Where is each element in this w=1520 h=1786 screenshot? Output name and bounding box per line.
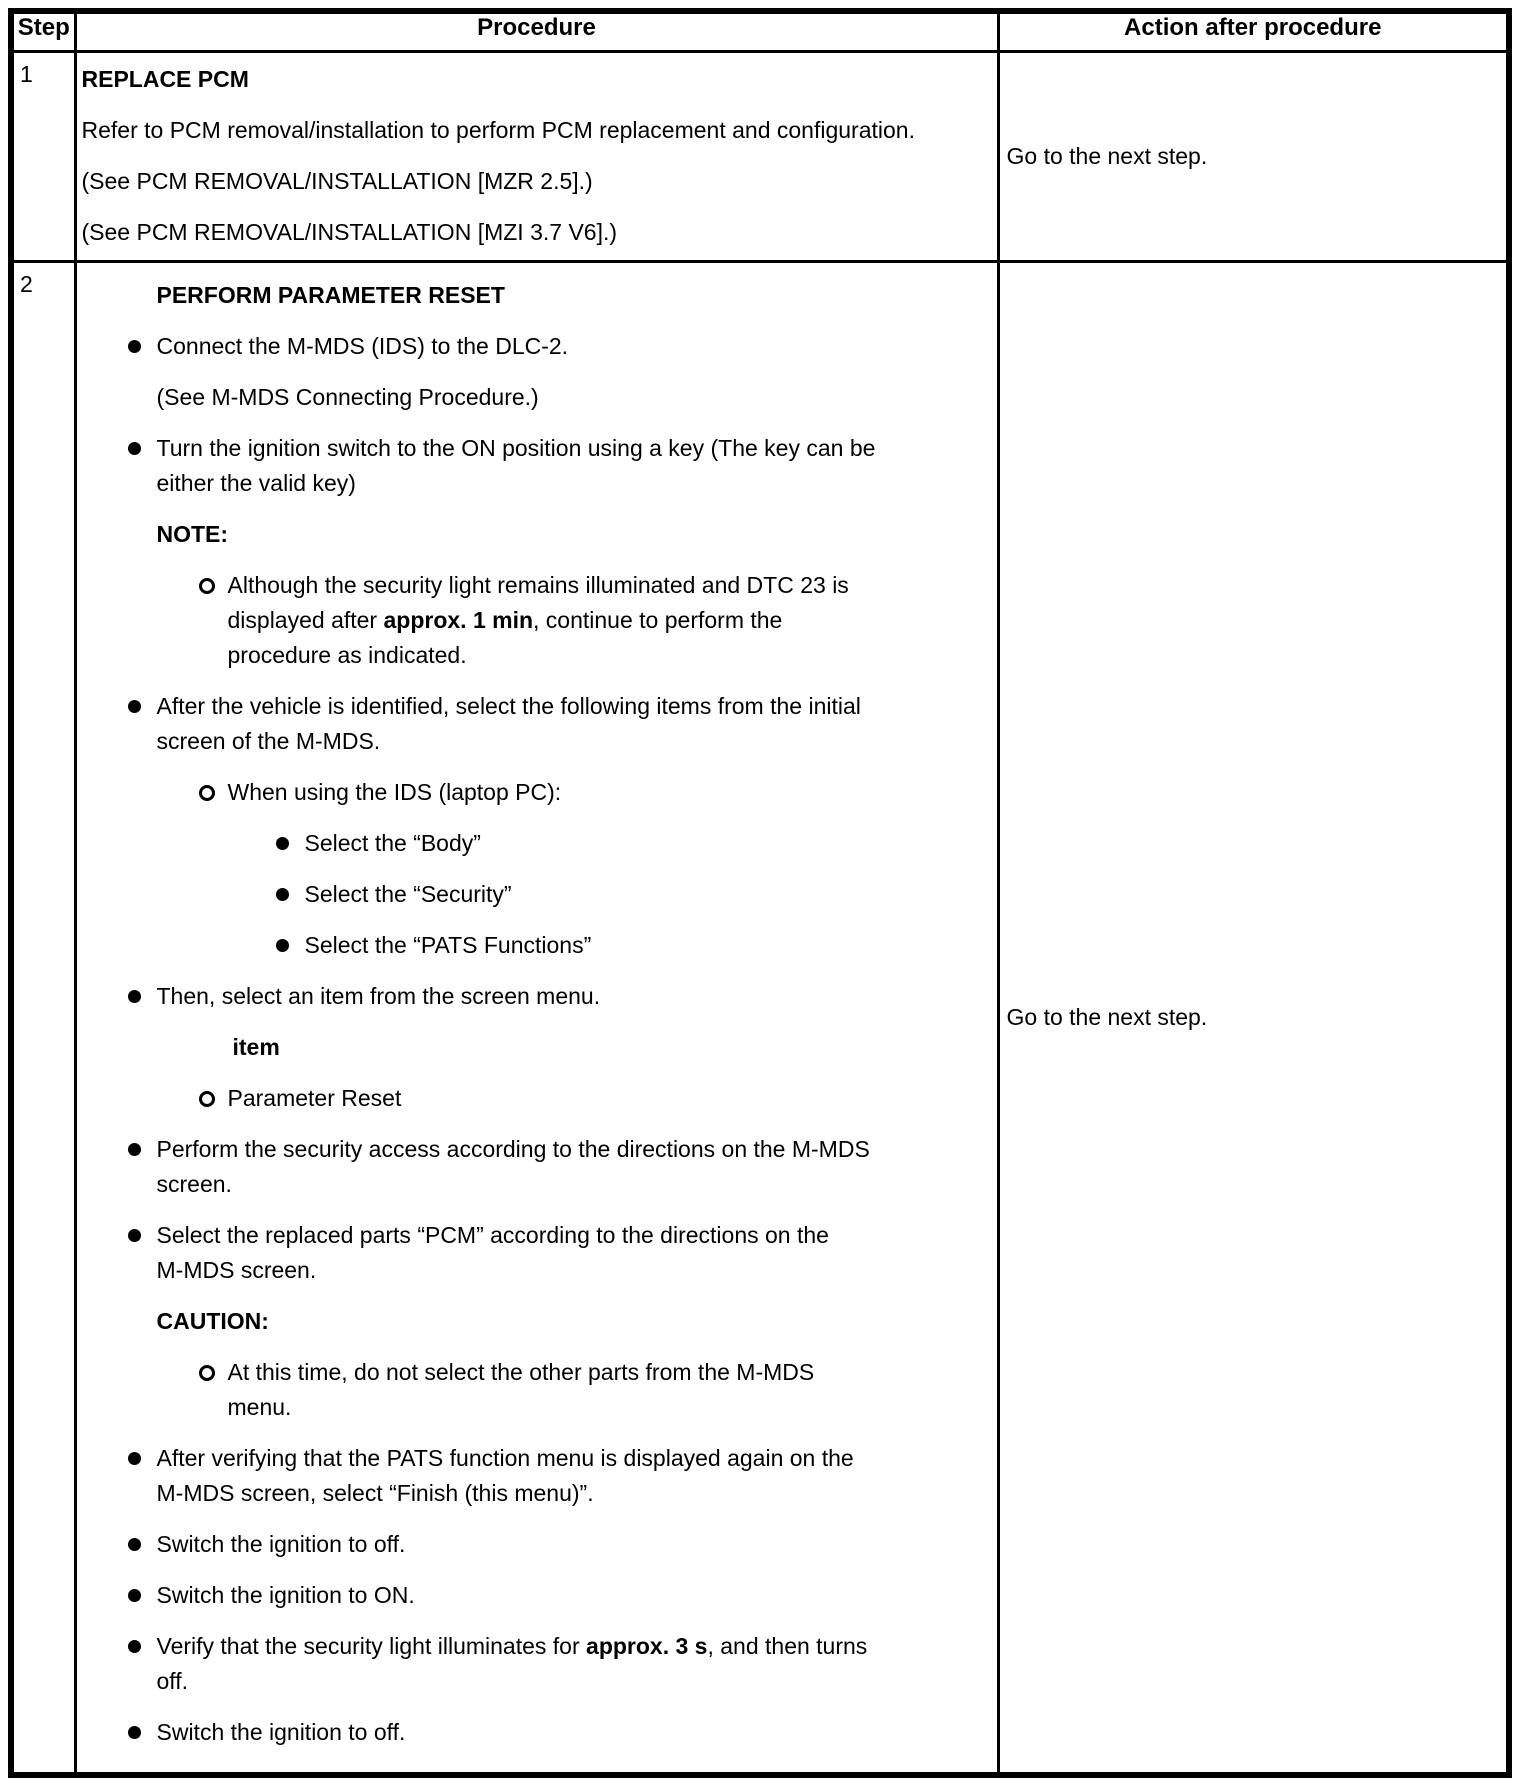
text-line: Select the replaced parts “PCM” according to the directions on the — [156, 1221, 829, 1248]
sub-sub-item — [276, 928, 977, 963]
bullet-icon — [128, 1715, 157, 1750]
bullet-item — [128, 1132, 977, 1202]
procedure-content — [77, 263, 977, 1773]
sub-item — [199, 1081, 977, 1116]
step-number: 1 — [11, 51, 75, 261]
text-line: Switch the ignition to off. — [156, 1530, 406, 1557]
block-text — [157, 1715, 406, 1750]
text-line: (See PCM REMOVAL/INSTALLATION [MZI 3.7 V6].) — [81, 218, 618, 245]
text-line: Then, select an item from the screen menu. — [156, 982, 601, 1009]
text-line: After the vehicle is identified, select the following items from the initial — [156, 692, 861, 719]
note-label — [157, 517, 977, 552]
block-text — [157, 380, 539, 415]
block-text — [305, 877, 512, 912]
text-line: Switch the ignition to ON. — [156, 1581, 415, 1608]
bullet-item — [128, 1218, 977, 1288]
bullet-icon — [128, 1578, 157, 1613]
block-text — [228, 1081, 402, 1116]
text-line: Refer to PCM removal/installation to perform PCM replacement and configuration. — [81, 116, 915, 143]
action-cell — [998, 261, 1509, 1775]
text-line: When using the IDS (laptop PC): — [227, 778, 562, 805]
block-text — [157, 1441, 854, 1511]
procedure-table — [8, 8, 1512, 1778]
bullet-icon — [276, 928, 305, 963]
bullet-icon — [128, 329, 157, 364]
bullet-item — [128, 979, 977, 1014]
text-line: M-MDS screen. — [156, 1256, 317, 1283]
caution-label — [157, 1304, 977, 1339]
block-text — [305, 826, 481, 861]
bullet-icon — [128, 1527, 157, 1562]
column-header-action: Action after procedure — [998, 11, 1509, 51]
text-line: NOTE: — [156, 520, 229, 547]
text-line: Switch the ignition to off. — [156, 1718, 406, 1745]
block-text — [228, 1355, 815, 1425]
bullet-item — [128, 1629, 977, 1699]
bullet-icon — [128, 979, 157, 1014]
bullet-icon — [276, 877, 305, 912]
text-line: procedure as indicated. — [227, 641, 467, 668]
block-text — [82, 164, 593, 199]
text-line: (See M-MDS Connecting Procedure.) — [156, 383, 539, 410]
bullet-icon — [128, 689, 157, 759]
bullet-item — [128, 329, 977, 364]
bullet-icon — [128, 1218, 157, 1288]
bullet-item — [128, 431, 977, 501]
procedure-cell — [75, 261, 998, 1775]
bullet-item — [128, 1527, 977, 1562]
block-text — [82, 62, 249, 97]
text-line: Parameter Reset — [227, 1084, 402, 1111]
item-label — [233, 1030, 977, 1065]
circle-icon — [199, 1081, 228, 1116]
see-reference — [157, 380, 977, 415]
text-line: Verify that the security light illuminates for approx. 3 s, and then turns — [156, 1632, 868, 1659]
bullet-icon — [276, 826, 305, 861]
text-line: Select the “Security” — [304, 880, 512, 907]
text-line: Although the security light remains illuminated and DTC 23 is — [227, 571, 849, 598]
bullet-item — [128, 1578, 977, 1613]
bullet-item — [128, 689, 977, 759]
block-text — [157, 689, 861, 759]
text-line: REPLACE PCM — [81, 65, 249, 92]
block-text — [157, 1578, 415, 1613]
sub-sub-item — [276, 826, 977, 861]
block-text — [157, 278, 505, 313]
column-header-step: Step — [11, 11, 75, 51]
bullet-icon — [128, 1629, 157, 1699]
procedure-cell — [75, 51, 998, 261]
text-line: Turn the ignition switch to the ON position using a key (The key can be — [156, 434, 876, 461]
text-line: M-MDS screen, select “Finish (this menu)”. — [156, 1479, 594, 1506]
block-text — [157, 1132, 870, 1202]
procedure-paragraph — [82, 113, 977, 148]
bullet-item — [128, 1715, 977, 1750]
text-line: either the valid key) — [156, 469, 356, 496]
text-line: Connect the M-MDS (IDS) to the DLC-2. — [156, 332, 569, 359]
header-row — [11, 11, 1509, 51]
block-text — [157, 431, 876, 501]
block-text — [157, 1218, 829, 1288]
sub-item — [199, 775, 977, 810]
procedure-title — [82, 62, 977, 97]
block-text — [157, 1527, 406, 1562]
text-line: displayed after approx. 1 min, continue to perform the — [227, 606, 783, 633]
action-text: Go to the next step. — [1006, 1003, 1208, 1030]
block-text — [157, 517, 229, 552]
text-line: menu. — [227, 1393, 292, 1420]
text-line: CAUTION: — [156, 1307, 269, 1334]
procedure-title — [157, 278, 977, 313]
circle-icon — [199, 1355, 228, 1425]
text-line: (See PCM REMOVAL/INSTALLATION [MZR 2.5].) — [81, 167, 593, 194]
circle-icon — [199, 775, 228, 810]
text-line: At this time, do not select the other parts from the M-MDS — [227, 1358, 815, 1385]
block-text — [228, 775, 562, 810]
note-item — [199, 568, 977, 673]
text-line: PERFORM PARAMETER RESET — [156, 281, 505, 308]
bullet-icon — [128, 1441, 157, 1511]
sub-sub-item — [276, 877, 977, 912]
caution-item — [199, 1355, 977, 1425]
text-line: off. — [156, 1667, 189, 1694]
block-text — [82, 215, 618, 250]
block-text — [82, 113, 915, 148]
table-row-step-2 — [11, 261, 1509, 1775]
text-line: screen of the M-MDS. — [156, 727, 381, 754]
block-text — [157, 1304, 269, 1339]
block-text — [157, 979, 601, 1014]
text-line: Perform the security access according to the directions on the M-MDS — [156, 1135, 870, 1162]
see-reference — [82, 215, 977, 250]
table-row-step-1 — [11, 51, 1509, 261]
step-number: 2 — [11, 261, 75, 1775]
block-text — [233, 1030, 280, 1065]
procedure-content — [77, 53, 977, 260]
column-header-procedure: Procedure — [75, 11, 998, 51]
action-cell — [998, 51, 1509, 261]
bullet-icon — [128, 431, 157, 501]
action-text: Go to the next step. — [1006, 142, 1208, 169]
text-line: After verifying that the PATS function menu is displayed again on the — [156, 1444, 854, 1471]
circle-icon — [199, 568, 228, 673]
block-text — [305, 928, 592, 963]
block-text — [228, 568, 849, 673]
bullet-icon — [128, 1132, 157, 1202]
block-text — [157, 1629, 868, 1699]
bullet-item — [128, 1441, 977, 1511]
text-line: Select the “Body” — [304, 829, 481, 856]
block-text — [157, 329, 569, 364]
see-reference — [82, 164, 977, 199]
text-line: Select the “PATS Functions” — [304, 931, 592, 958]
text-line: screen. — [156, 1170, 232, 1197]
text-line: item — [232, 1033, 280, 1060]
